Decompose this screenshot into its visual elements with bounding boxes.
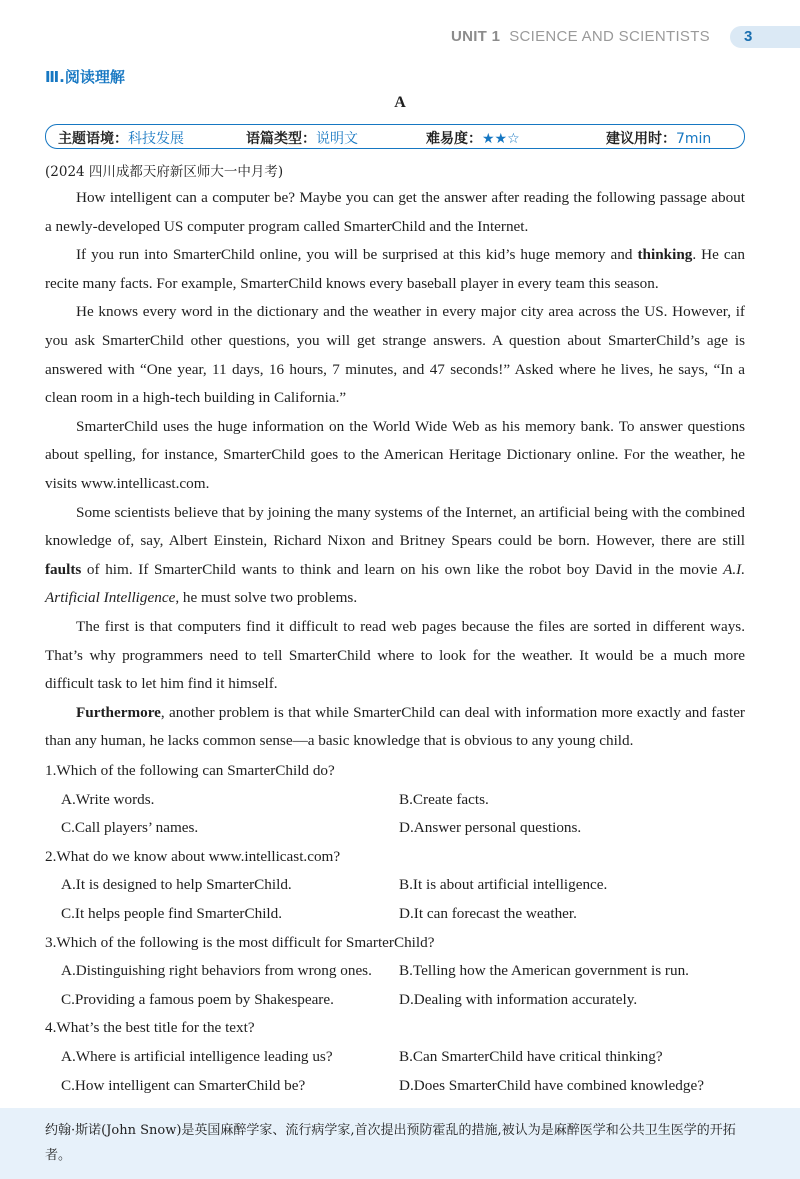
footer-text: 约翰·斯诺(John Snow)是英国麻醉学家、流行病学家,首次提出预防霍乱的措施,被认为是麻醉医学和公共卫生医学的开拓者。	[45, 1123, 736, 1163]
answer-option: A.Where is artificial intelligence leading us?	[61, 1047, 333, 1065]
page-header	[0, 26, 800, 48]
page-number: 3	[730, 26, 800, 48]
passage-info-bar	[45, 124, 745, 149]
answer-option: C.How intelligent can SmarterChild be?	[61, 1076, 306, 1094]
paragraph-text: SmarterChild uses the huge information on the World Wide Web as his memory bank. To answer questions about spelling, for instance, SmarterChild goes to the American Heritage Dictionary online. For the weather, he visits www.intellicast.com.	[45, 417, 745, 492]
question-2	[45, 843, 755, 929]
answer-option: B.Can SmarterChild have critical thinking?	[399, 1047, 663, 1065]
section-title: Ⅲ.阅读理解	[45, 68, 125, 86]
paragraph-text: . He can recite many facts. For example, SmarterChild knows every baseball player in every team this season.	[45, 246, 745, 292]
key-word: thinking	[637, 246, 693, 264]
footer-note	[0, 1108, 800, 1179]
answer-option: C.Providing a famous poem by Shakespeare.	[61, 990, 334, 1008]
answer-option: A.It is designed to help SmarterChild.	[61, 876, 292, 894]
answer-option: D.It can forecast the weather.	[399, 904, 577, 922]
time-info	[606, 128, 711, 148]
paragraph-text: He knows every word in the dictionary and the weather in every major city area across the US. However, if you ask SmarterChild other questions, you will get strange answers. A question about SmarterChild’s age is answered with “One year, 11 days, 16 hours, 7 minutes, and 47 seconds!” Asked where he lives, he says, “In a clean room in a high-tech building in California.”	[45, 303, 745, 407]
answer-option: C.It helps people find SmarterChild.	[61, 904, 283, 922]
paragraph-text: How intelligent can a computer be? Maybe you can get the answer after reading the following passage about a newly-developed US computer program called SmarterChild and the Internet.	[45, 189, 745, 235]
question-stem: 4.What’s the best title for the text?	[45, 1019, 255, 1037]
passage-paragraph	[45, 184, 745, 241]
passage-paragraph	[45, 241, 745, 298]
answer-options	[45, 957, 755, 1014]
answer-option: D.Answer personal questions.	[399, 819, 582, 837]
passage-paragraph	[45, 298, 745, 412]
answer-option: D.Does SmarterChild have combined knowledge?	[399, 1076, 704, 1094]
passage-label: A	[394, 94, 406, 111]
question-3	[45, 929, 755, 1015]
paragraph-text: The first is that computers find it difficult to read web pages because the files are sorted in different ways. That’s why programmers need to tell SmarterChild where to look for the weather. It would be a much more difficult task to let him find it himself.	[45, 617, 745, 693]
answer-option: C.Call players’ names.	[61, 819, 199, 837]
answer-option: B.Create facts.	[399, 790, 489, 808]
unit-title: SCIENCE AND SCIENTISTS	[509, 28, 710, 45]
source-note: (2024 四川成都天府新区师大一中月考)	[45, 164, 284, 180]
type-value: 说明文	[316, 131, 358, 147]
paragraph-text: Some scientists believe that by joining the many systems of the Internet, an artificial being with the combined knowledge of, say, Albert Einstein, Richard Nixon and Britney Spears could be born. However, there are still	[45, 503, 745, 550]
difficulty-info	[426, 128, 520, 148]
answer-options	[45, 1043, 755, 1100]
unit-heading	[451, 28, 710, 45]
answer-option: D.Dealing with information accurately.	[399, 990, 638, 1008]
type-info	[246, 128, 358, 148]
question-list	[45, 757, 755, 1100]
answer-options	[45, 871, 755, 928]
unit-label: UNIT 1	[450, 28, 501, 45]
paragraph-text: If you run into SmarterChild online, you will be surprised at this kid’s huge memory and	[76, 246, 638, 264]
paragraph-text: of him. If SmarterChild wants to think and learn on his own like the robot boy David in the movie	[81, 560, 724, 578]
paragraph-text: , another problem is that while SmarterChild can deal with information more exactly and faster than any human, he lacks common sense—a basic knowledge that is obvious to any young child.	[45, 703, 745, 750]
passage-paragraph	[45, 699, 745, 756]
passage-paragraph	[45, 499, 745, 613]
key-word: Furthermore	[76, 703, 161, 721]
difficulty-stars: ★★☆	[482, 131, 520, 147]
answer-option: B.Telling how the American government is run.	[399, 962, 689, 980]
time-key: 建议用时：	[606, 131, 676, 147]
difficulty-key: 难易度：	[426, 131, 482, 147]
question-4	[45, 1014, 755, 1100]
passage-paragraph	[45, 413, 745, 499]
answer-option: A.Distinguishing right behaviors from wrong ones.	[61, 962, 372, 980]
movie-title: A.I. Artificial Intelligence	[45, 560, 745, 607]
type-key: 语篇类型：	[246, 131, 316, 147]
topic-value: 科技发展	[128, 131, 184, 147]
passage-paragraph	[45, 613, 745, 699]
answer-option: B.It is about artificial intelligence.	[399, 876, 608, 894]
answer-options	[45, 786, 755, 843]
key-word: faults	[45, 560, 82, 578]
question-stem: 1.Which of the following can SmarterChild do?	[45, 762, 335, 779]
topic-key: 主题语境：	[58, 131, 128, 147]
question-1	[45, 757, 755, 843]
paragraph-text: , he must solve two problems.	[175, 589, 358, 607]
answer-option: A.Write words.	[61, 790, 155, 808]
time-value: 7min	[676, 131, 712, 147]
question-stem: 3.Which of the following is the most difficult for SmarterChild?	[45, 933, 435, 951]
question-stem: 2.What do we know about www.intellicast.com?	[45, 847, 341, 865]
topic-info	[58, 128, 184, 148]
reading-passage	[45, 184, 745, 756]
